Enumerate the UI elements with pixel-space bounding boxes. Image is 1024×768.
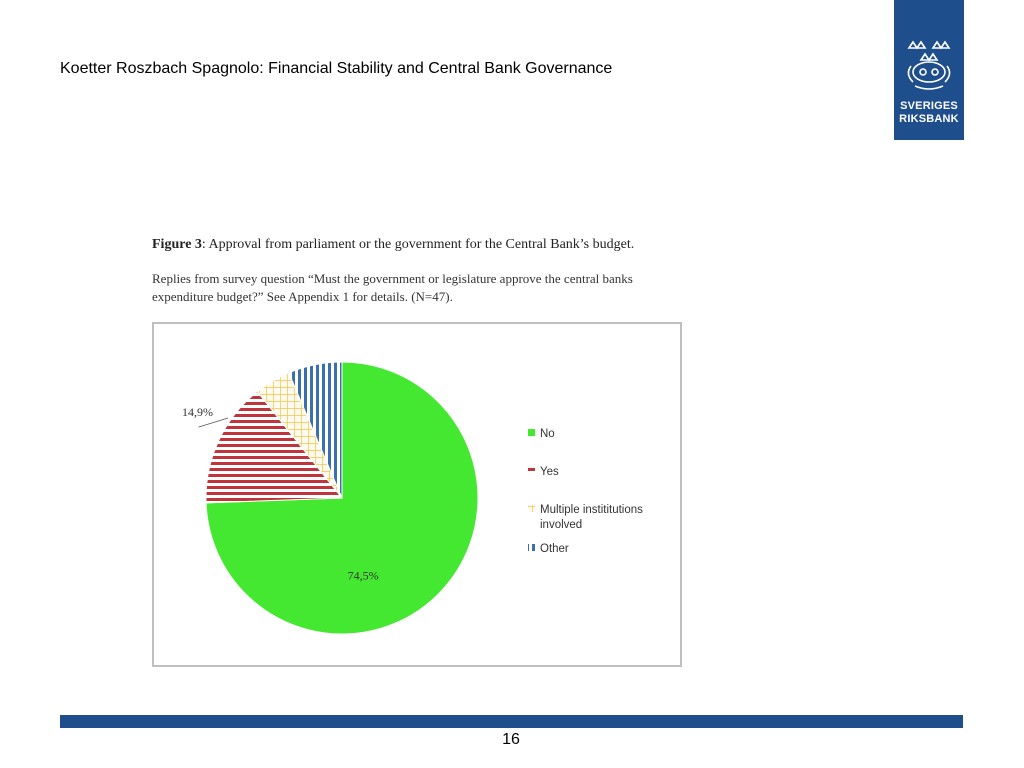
legend-label: Yes — [540, 466, 559, 478]
figure-caption — [152, 237, 712, 253]
legend-swatch-yes — [528, 467, 535, 474]
figure-subcaption: Replies from survey question “Must the government or legislature approve the central banks expenditure budget?” See Appendix 1 for details. (N=47). — [152, 271, 633, 304]
slice-label: 14,9% — [182, 405, 213, 419]
legend-label: Other — [540, 543, 569, 555]
slide-title: Koetter Roszbach Spagnolo: Financial Stability and Central Bank Governance — [60, 60, 613, 77]
crown-emblem-icon — [901, 38, 957, 94]
slice-label: 74,5% — [347, 568, 379, 583]
legend-swatch-other — [528, 544, 535, 551]
page-number: 16 — [502, 731, 520, 748]
figure-caption-text: : Approval from parliament or the government for the Central Bank’s budget. — [201, 237, 635, 252]
footer-bar — [60, 715, 963, 728]
pie-chart-frame — [152, 322, 682, 667]
legend-swatch-multiple-instititutions-involved — [528, 505, 535, 512]
logo-text-line2: RIKSBANK — [899, 113, 959, 125]
legend-label: No — [540, 428, 555, 440]
leader-line — [198, 418, 228, 427]
figure-label: Figure 3 — [152, 237, 202, 252]
pie-chart — [154, 324, 680, 665]
legend-label: Multiple instititutions — [540, 504, 643, 516]
legend-swatch-no — [528, 429, 535, 436]
logo-text-line1: SVERIGES — [900, 100, 958, 112]
riksbank-logo — [894, 0, 964, 140]
legend-label: involved — [540, 519, 583, 531]
